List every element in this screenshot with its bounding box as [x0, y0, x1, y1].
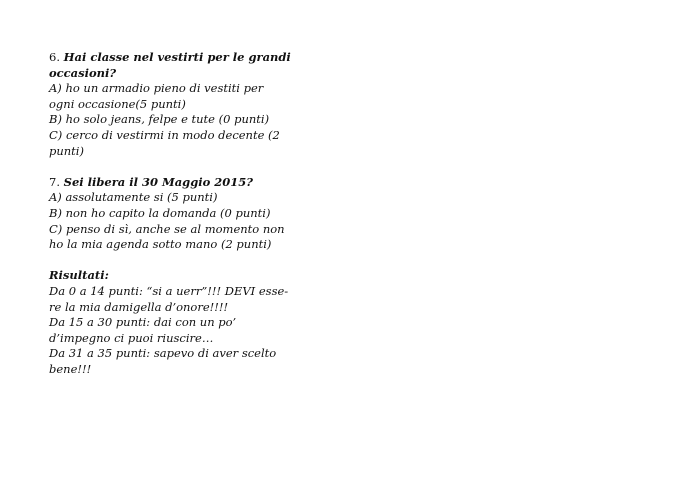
question-6-option-a-line-2: ogni occasione(5 punti) — [49, 96, 186, 111]
question-7-option-c-line-1: C) penso di sì, anche se al momento non — [49, 221, 285, 236]
question-7-option-c-line-2: ho la mia agenda sotto mano (2 punti) — [49, 237, 272, 252]
question-6 — [49, 50, 311, 159]
results-title: Risultati: — [49, 268, 109, 283]
result-range-3-line-1: Da 31 a 35 punti: sapevo di aver scelto — [49, 346, 277, 361]
result-range-3-line-2: bene!!! — [49, 361, 92, 376]
question-6-number: 6. — [49, 50, 60, 64]
question-6-option-c-line-2: punti) — [49, 143, 84, 158]
question-7-title-line — [49, 175, 311, 191]
result-range-2-line-2: d’impegno ci puoi riuscire… — [49, 330, 214, 345]
result-range-1-line-1: Da 0 a 14 punti: “si a uerr”!!! DEVI esse- — [49, 283, 289, 298]
question-6-title-line-2: occasioni? — [49, 65, 117, 80]
question-6-option-b: B) ho solo jeans, felpe e tute (0 punti) — [49, 112, 270, 127]
question-6-option-c-line-1: C) cerco di vestirmi in modo decente (2 — [49, 127, 280, 142]
result-range-1-line-2: re la mia damigella d’onore!!!! — [49, 299, 229, 314]
question-6-title-line-1 — [49, 50, 311, 66]
question-7-option-a: A) assolutamente si (5 punti) — [49, 190, 218, 205]
question-7 — [49, 175, 311, 253]
result-range-2-line-1: Da 15 a 30 punti: dai con un po’ — [49, 315, 237, 330]
question-7-number: 7. — [49, 174, 60, 189]
question-6-option-a-line-1: A) ho un armadio pieno di vestiti per — [49, 81, 264, 96]
question-7-title: Sei libera il 30 Maggio 2015? — [63, 174, 254, 189]
question-6-title: Hai classe nel vestirti per le grandi — [63, 50, 291, 64]
question-7-option-b: B) non ho capito la domanda (0 punti) — [49, 205, 271, 220]
quiz-text-column — [49, 50, 311, 393]
results-section — [49, 268, 311, 377]
